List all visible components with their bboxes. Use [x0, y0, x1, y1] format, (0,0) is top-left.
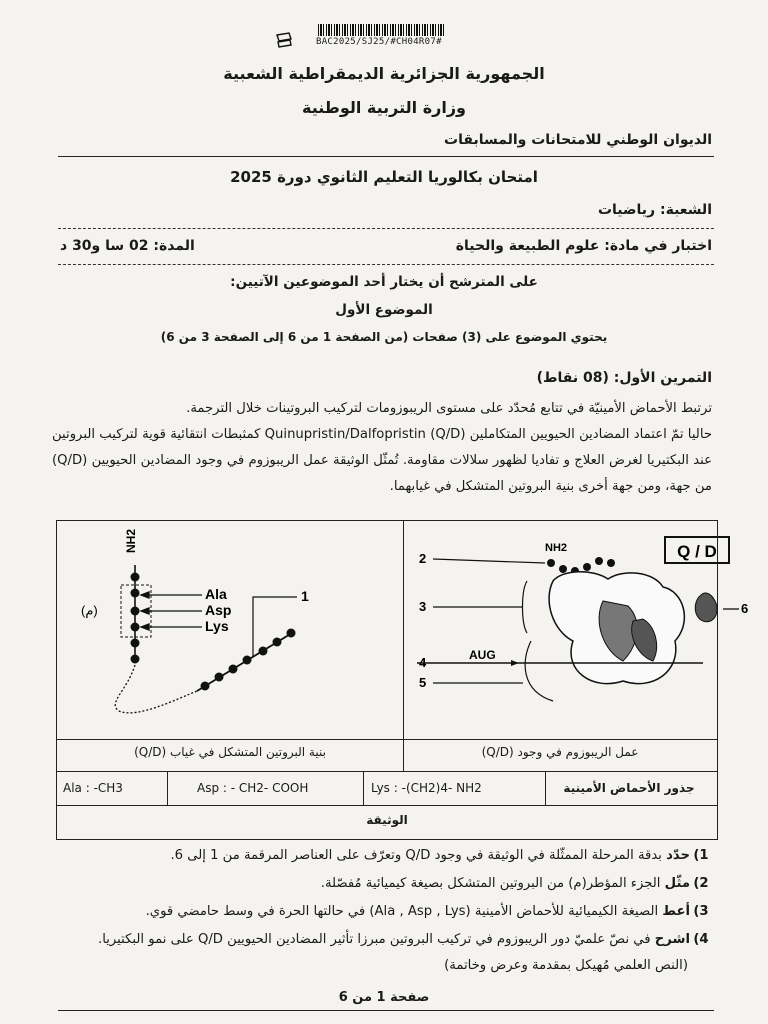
exercise-title: التمرين الأول: (08 نقاط)	[536, 370, 712, 386]
question-4-lead: اشرح	[654, 932, 690, 947]
radical-ala: Ala : -CH3	[63, 781, 123, 795]
codon-label: AUG	[469, 648, 496, 662]
protein-structure-figure	[57, 521, 403, 739]
caption-right: عمل الريبوزوم في وجود (Q/D)	[481, 745, 639, 759]
question-4-number: 4)	[693, 932, 709, 947]
radicals-header: جذور الأحماض الأمينية	[563, 781, 695, 795]
marker-3: 3	[419, 599, 427, 614]
question-3	[52, 904, 712, 919]
republic-title: الجمهورية الجزائرية الديمقراطية الشعبية	[223, 64, 545, 83]
ministry-title: وزارة التربية الوطنية	[301, 98, 466, 117]
nh2-label-left: NH2	[124, 529, 138, 554]
question-3-number: 3)	[693, 904, 709, 919]
footer-divider	[58, 1010, 714, 1011]
pages-note: يحتوي الموضوع على (3) صفحات (من الصفحة 1 من 6 إلى الصفحة 3 من 6)	[160, 330, 608, 344]
amino-acid-asp: Asp	[205, 602, 232, 618]
amino-acid-lys: Lys	[205, 618, 229, 634]
title-row-top	[57, 805, 717, 806]
dotted-chain-tail	[115, 665, 197, 713]
topic-title: الموضوع الأول	[335, 302, 433, 318]
page-number: صفحة 1 من 6	[338, 990, 430, 1005]
marker-5: 5	[419, 675, 427, 690]
header-dashed-divider	[58, 228, 714, 229]
radical-asp: Asp : - CH2- COOH	[197, 781, 309, 795]
marker-1: 1	[301, 588, 309, 604]
barcode-block	[270, 24, 470, 54]
question-4-note: (النص العلمي مُهيكل بمقدمة وعرض وخاتمة)	[444, 958, 688, 973]
question-2-number: 2)	[693, 876, 709, 891]
amino-acid-ala: Ala	[205, 586, 227, 602]
caption-left: بنية البروتين المتشكل في غياب (Q/D)	[134, 745, 326, 759]
nh2-label-right: NH2	[545, 542, 568, 554]
exam-title: امتحان بكالوريا التعليم الثانوي دورة 2025	[230, 168, 538, 186]
marker-4: 4	[419, 655, 427, 670]
question-2-lead: مثّل	[664, 876, 690, 891]
radicals-row-top	[57, 771, 717, 772]
caption-row-top	[57, 739, 717, 740]
question-1	[52, 848, 712, 863]
exercise-paragraph-1: ترتبط الأحماض الأمينيّة في تتابع مُحدّد على مستوى الريبوزومات لتركيب البروتينات خلال الترجمة.	[186, 401, 712, 416]
subject-label: اختبار في مادة: علوم الطبيعة والحياة	[455, 238, 712, 254]
question-1-text: بدقة المرحلة الممثّلة في الوثيقة في وجود Q/D وتعرّف على العناصر المرقمة من 1 إلى 6.	[170, 848, 667, 863]
scan-icon	[275, 32, 293, 48]
header-divider	[58, 156, 714, 157]
qd-box-label: Q / D	[677, 542, 717, 561]
stream-label: الشعبة: رياضيات	[597, 202, 712, 218]
office-title: الديوان الوطني للامتحانات والمسابقات	[444, 132, 712, 148]
bracket-m-label: (م)	[81, 603, 98, 618]
question-3-text: الصيغة الكيميائية للأحماض الأمينية (Ala , Asp , Lys) في حالتها الحرة في وسط حامضي قوي.	[145, 904, 663, 919]
question-2-text: الجزء المؤطر(م) من البروتين المتشكل بصيغة كيميائية مُفصّلة.	[320, 876, 665, 891]
question-1-number: 1)	[693, 848, 709, 863]
subject-dashed-divider	[58, 264, 714, 265]
marker-1-leader	[253, 597, 297, 657]
qd-molecule	[695, 593, 717, 622]
question-4	[52, 932, 712, 947]
exercise-text	[52, 396, 712, 500]
ribosome-figure	[403, 521, 749, 739]
radical-lys: Lys : -(CH2)4- NH2	[371, 781, 482, 795]
marker-6: 6	[741, 601, 749, 616]
duration-label: المدة: 02 سا و30 د	[60, 238, 195, 254]
exercise-paragraph-2: حاليا تمّ اعتماد المضادين الحيويين المتكاملين (Q/D) Quinupristin/Dalfopristin كمثبطات انتقائية قوية لتركيب البروتين عند البكتيريا لغرض العلاج و تفاديا لظهور سلالات مقاومة. تُمثّل الوثيقة عمل الريبوزوم في وجود المضادين الحيويين (Q/D) من جهة، ومن جهة أخرى بنية البروتين المتشكل في غيابهما.	[52, 427, 712, 494]
barcode-code: BAC2025/SJ25/#CH04R07#	[316, 37, 442, 47]
document-title: الوثيقة	[366, 813, 408, 827]
question-3-lead: أعط	[662, 904, 690, 919]
question-1-lead: حدّد	[666, 848, 690, 863]
choose-instruction: على المترشح أن يختار أحد الموضوعين الآتيين:	[230, 274, 538, 290]
question-2	[52, 876, 712, 891]
barcode	[318, 24, 446, 36]
amino-acid-arrows	[141, 592, 202, 630]
document-table	[56, 520, 749, 840]
question-4-text: في نصّ علميّ دور الريبوزوم في تركيب البروتين مبرزا تأثير المضادين الحيويين Q/D على نمو البكتيريا.	[98, 932, 655, 947]
marker-2: 2	[419, 551, 427, 566]
